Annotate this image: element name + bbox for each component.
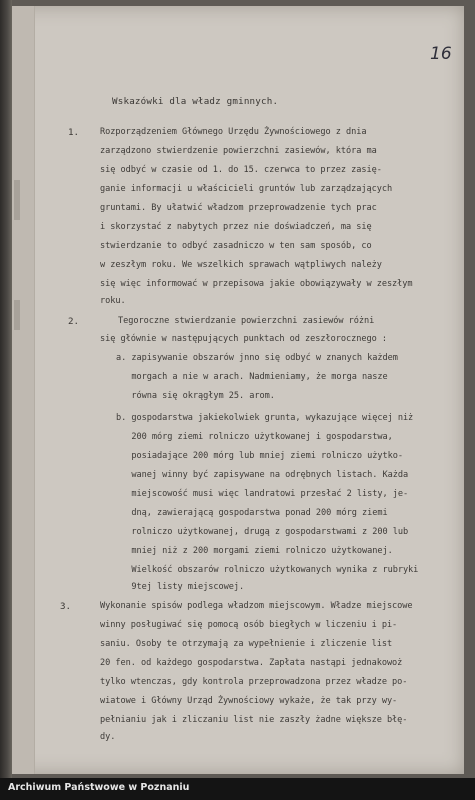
text-line: 20 fen. od każdego gospodarstwa. Zapłata nastąpi jednakowoż (100, 658, 403, 668)
text-line: równa się okrągłym 25. arom. (116, 391, 275, 401)
archive-footer-bar (0, 778, 475, 800)
text-line: miejscowość musi więc landratowi przesłać 2 listy, je- (116, 489, 409, 499)
text-line: pełnianiu jak i zliczaniu list nie zaszły żadne większe błę- (100, 715, 408, 725)
section-number: 2. (68, 316, 80, 327)
text-line: dy. (100, 732, 116, 742)
text-line: w zeszłym roku. We wszelkich sprawach wątpliwych należy (100, 260, 382, 270)
text-line: Tegoroczne stwierdzanie powierzchni zasiewów różni (118, 316, 375, 326)
text-line: się głównie w następujących punktach od zeszłorocznego : (100, 334, 387, 344)
text-line: 9tej listy miejscowej. (116, 582, 245, 592)
text-line: zarządzono stwierdzenie powierzchni zasiewów, która ma (100, 146, 377, 156)
text-line: a. zapisywanie obszarów jnno się odbyć w znanych każdem (116, 353, 398, 363)
section-number: 1. (68, 127, 80, 138)
text-line: i skorzystać z nabytych przez nie doświadczeń, ma się (100, 222, 372, 232)
text-line: rolniczo użytkowanej, drugą z gospodarstwami z 200 lub (116, 527, 409, 537)
binding-mark (14, 180, 20, 220)
text-line: stwierdzanie to odbyć zasadniczo w ten sam sposób, co (100, 241, 372, 251)
text-line: Wielkość obszarów rolniczo użytkowanych wynika z rubryki (116, 565, 419, 575)
book-spine (0, 0, 12, 778)
text-line: b. gospodarstwa jakiekolwiek grunta, wykazujące więcej niż (116, 413, 414, 423)
text-line: Wykonanie spisów podlega władzom miejscowym. Władze miejscowe (100, 601, 413, 611)
text-line: 200 mórg ziemi rolniczo użytkowanej i gospodarstwa, (116, 432, 393, 442)
binding-mark (14, 300, 20, 330)
text-line: się odbyć w czasie od 1. do 15. czerwca to przez zasię- (100, 165, 382, 175)
text-line: tylko wtenczas, gdy kontrola przeprowadzona przez władze po- (100, 677, 408, 687)
section-number: 3. (60, 601, 72, 612)
text-line: mniej niż z 200 morgami ziemi rolniczo użytkowanej. (116, 546, 393, 556)
text-line: gruntami. By ułatwić władzom przeprowadzenie tych prac (100, 203, 377, 213)
text-line: wanej winny być zapisywane na odrębnych listach. Każda (116, 470, 409, 480)
text-line: roku. (100, 296, 126, 306)
text-line: saniu. Osoby te otrzymają za wypełnienie i zliczenie list (100, 639, 393, 649)
document-heading: Wskazówki dla władz gminnych. (112, 96, 279, 107)
text-line: winny posługiwać się pomocą osób biegłych w liczeniu i pi- (100, 620, 398, 630)
text-line: się więc informować w przepisowa jakie obowiązywały w zeszłym (100, 279, 413, 289)
page-binding-margin (12, 6, 35, 774)
text-line: dną, zawierającą gospodarstwa ponad 200 mórg ziemi (116, 508, 388, 518)
text-line: wiatowe i Główny Urząd Żywnościowy wykaże, że tak przy wy- (100, 696, 398, 706)
archive-name: Archiwum Państwowe w Poznaniu (8, 782, 190, 793)
page-number: 16 (430, 44, 452, 64)
text-line: morgach a nie w arach. Nadmieniamy, że morga nasze (116, 372, 388, 382)
text-line: posiadające 200 mórg lub mniej ziemi rolniczo użytko- (116, 451, 403, 461)
text-line: Rozporządzeniem Głównego Urzędu Żywnościowego z dnia (100, 127, 367, 137)
text-line: ganie informacji u właścicieli gruntów lub zarządzających (100, 184, 393, 194)
